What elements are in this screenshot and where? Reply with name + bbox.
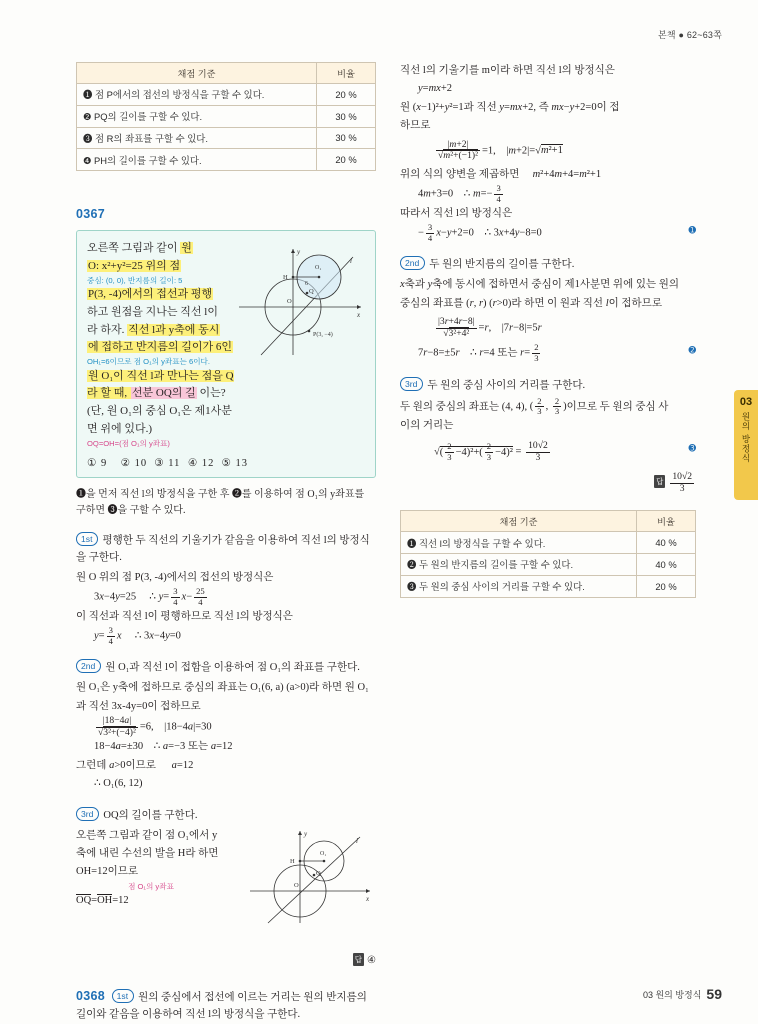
r-line9: − $\frac{3}{4}$ x−y+2=0 ∴ 3x+4y−8=0 ➊	[418, 221, 696, 243]
right-step-3-body	[400, 397, 696, 495]
step-title-2: 원 O₁과 직선 l이 접함을 이용하여 점 O₁의 좌표를 구한다.	[105, 662, 360, 674]
problem-line-4: 하고 원점을 지나는 직선 l이	[87, 305, 218, 318]
right-column	[400, 62, 696, 598]
criteria-index: ❷	[407, 559, 417, 571]
sol2-line3: 18−4a=±30 ∴ a=−3 또는 a=12	[94, 741, 233, 753]
annotation-o1-ycoord: 점 O₁의 y좌표	[128, 881, 174, 891]
svg-text:l: l	[356, 836, 358, 845]
sol1-line4: y= $\frac{3}{4}$ x ∴ 3x−4y=0	[94, 625, 181, 646]
svg-text:y: y	[297, 248, 301, 257]
ratio-cell: 20 %	[317, 84, 376, 106]
right-step-3	[400, 377, 696, 394]
problem-highlight-won: 원	[181, 242, 192, 255]
table-row	[77, 84, 376, 106]
criteria-text: 직선 l의 방정식을 구할 수 있다.	[419, 537, 546, 549]
r-line1: 직선 l의 기울기를 m이라 하면 직선 l의 방정식은	[400, 65, 615, 76]
right-step-2-title: 두 원의 반지름의 길이를 구한다.	[429, 259, 575, 271]
ratio-cell: 40 %	[637, 554, 696, 576]
right-step-3-title: 두 원의 중심 사이의 거리를 구한다.	[427, 379, 586, 391]
choice-4[interactable]: ④ 12	[187, 458, 215, 469]
hint-text: ❶을 먼저 직선 l의 방정식을 구한 후 ❷를 이용하여 점 O₁의 y좌표를 구하면 ❸을 구할 수 있다.	[76, 489, 365, 516]
criteria-cell	[77, 127, 317, 149]
r2-line3: $\frac{|3r+4r-8|}{\text{√3²+4²}}$ =r, |7r−8|=5r	[438, 315, 542, 339]
solution-diagram	[242, 827, 376, 927]
r-line5: $\frac{|m+2|}{\text{√m²+(−1)²}}$ =1, |m+2|=√m²+1	[438, 138, 563, 162]
problem-line-3: P(3, -4)에서의 접선과 평행	[88, 288, 213, 300]
problem-line-6: 에 접하고 반지름의 길이가 6인	[88, 341, 233, 354]
r-line2: y=mx+2	[418, 83, 453, 95]
criteria-index: ❶	[83, 89, 93, 101]
r-line4: 하므로	[400, 120, 431, 132]
ratio-cell: 30 %	[317, 105, 376, 127]
criteria-text: 두 원의 중심 사이의 거리를 구할 수 있다.	[419, 581, 585, 593]
r2-line1: x축과 y축에 동시에 접하면서 중심이 제1사분면 위에 있는 원의	[400, 279, 680, 291]
sol2-line4: 그런데 a>0이므로 a=12	[76, 759, 194, 771]
answer-line-0368: 답 $\frac{10√2}{3}$	[656, 470, 692, 494]
annotation-oq-oh: OQ=OH=(점 O₁의 y좌표)	[87, 438, 170, 448]
r-line6: 위의 식의 양변을 제곱하면 m²+4m+4=m²+1	[400, 168, 602, 180]
answer-value: ④	[367, 955, 376, 967]
step-badge-3rd: 3rd	[76, 807, 99, 821]
criteria-index: ❹	[83, 154, 92, 166]
problem-number-0368: 0368	[76, 988, 106, 1003]
problem-statement-box	[76, 230, 376, 478]
problem-line-1: 오른쪽 그림과 같이	[87, 242, 181, 255]
r3-line2: 이의 거리는	[400, 419, 454, 431]
sol3-line2: OQ=OH=12	[76, 894, 129, 906]
svg-text:O₁: O₁	[320, 850, 327, 857]
r-line7: 4m+3=0 ∴ m=− $\frac{3}{4}$	[418, 183, 501, 204]
r2-line2: 중심의 좌표를 (r, r) (r>0)라 하면 이 원과 직선 l이 접하므로	[400, 297, 662, 309]
table-row	[77, 127, 376, 149]
sol2-line2: $\frac{|18-4a|}{\text{√3²+(−4)²}}$ =6, |18−4a|=30	[98, 715, 212, 738]
r-line8: 따라서 직선 l의 방정식은	[400, 207, 513, 219]
footer-page-number: 59	[706, 986, 722, 1002]
sol3-text	[76, 827, 226, 911]
step-title-1: 평행한 두 직선의 기울기가 같음을 이용하여 직선 l의 방정식을 구한다.	[76, 535, 370, 563]
table-row	[77, 149, 376, 171]
table-row	[401, 554, 696, 576]
problem-diagram	[231, 243, 369, 363]
problem-highlight-oq: 선분 OQ의 길	[131, 387, 196, 400]
r-line3: 원 (x−1)²+y²=1과 직선 y=mx+2, 즉 mx−y+2=0이 접	[400, 101, 620, 113]
criteria-cell	[401, 554, 637, 576]
r2-line4: 7r−8=±5r ∴ r=4 또는 r= $\frac{2}{3}$ ➋	[418, 342, 696, 364]
criteria-index: ❷	[83, 111, 92, 123]
step-badge-2nd: 2nd	[76, 659, 101, 673]
problem-hint	[76, 487, 376, 519]
choice-2[interactable]: ② 10	[120, 458, 148, 469]
marker-1: ➊	[688, 224, 696, 235]
col-header-criteria: 채점 기준	[77, 63, 317, 84]
table-header-row	[77, 63, 376, 84]
criteria-cell	[401, 575, 637, 597]
table-row	[401, 532, 696, 554]
sol1-line2: 3x−4y=25 ∴ y= $\frac{3}{4}$ x− $\frac{25}{4}$	[94, 586, 205, 607]
criteria-cell	[77, 84, 317, 106]
answer-label-icon: 답	[353, 953, 364, 966]
sol3-line1: 오른쪽 그림과 같이 점 O₁에서 y축에 내린 수선의 발을 H라 하면 OH=12이므로	[76, 829, 219, 878]
svg-text:Q: Q	[316, 869, 321, 877]
col-header-ratio: 비율	[317, 63, 376, 84]
criteria-text: PH의 길이를 구할 수 있다.	[94, 154, 202, 166]
right-step-2	[400, 256, 696, 273]
svg-text:6: 6	[305, 281, 308, 288]
footer-chapter: 03 원의 방정식	[642, 990, 702, 1000]
sol2-line5: ∴ O₁(6, 12)	[94, 778, 143, 790]
problem-number-0367: 0367	[76, 207, 106, 222]
annotation-o1-y: OH₁=6이므로 점 O₁의 y좌표는 6이다.	[87, 357, 211, 367]
criteria-text: 점 P에서의 접선의 방정식을 구할 수 있다.	[95, 89, 265, 101]
right-step-2-body	[400, 276, 696, 363]
svg-text:H: H	[283, 274, 288, 282]
problem-line-2: O: x²+y²=25 위의 점	[88, 259, 181, 272]
svg-text:y: y	[304, 829, 308, 838]
solution-step-3-body	[76, 827, 376, 970]
side-tab-label: 원의 방정식	[741, 412, 751, 463]
criteria-cell	[77, 149, 317, 171]
criteria-cell	[401, 532, 637, 554]
ratio-cell: 20 %	[317, 149, 376, 171]
solution-step-2	[76, 659, 376, 676]
problem-highlight-tangent: 직선 l과 y축에 동시	[128, 323, 220, 336]
annotation-circle-center: 중심: (0, 0), 반지름의 길이: 5	[87, 275, 183, 285]
sol1-line1: 원 O 위의 점 P(3, -4)에서의 접선의 방정식은	[76, 572, 274, 583]
problem-line-5: 라 하자.	[87, 323, 128, 336]
criteria-index: ❸	[407, 581, 417, 593]
criteria-text: PQ의 길이를 구할 수 있다.	[94, 111, 203, 123]
svg-text:Q: Q	[309, 288, 314, 296]
criteria-cell	[77, 105, 317, 127]
step-title-3: OQ의 길이를 구한다.	[103, 809, 198, 821]
solution-step-2-body	[76, 679, 376, 793]
table-header-row	[401, 511, 696, 532]
problem-0368-text: 원의 중심에서 접선에 이르는 거리는 원의 반지름의 길이와 같음을 이용하여 직선 l의 방정식을 구한다.	[76, 991, 367, 1021]
solution-step-1	[76, 532, 376, 566]
grading-table-top	[76, 62, 376, 171]
left-column	[76, 62, 376, 1024]
right-intro	[400, 62, 696, 243]
ratio-cell: 20 %	[637, 575, 696, 597]
problem-line-7: 원 O₁이 직선 l과 만나는 점을 Q라 할 때,	[87, 369, 234, 400]
step-badge-3rd-right: 3rd	[400, 377, 423, 391]
criteria-text: 두 원의 반지름의 길이를 구할 수 있다.	[419, 559, 574, 571]
table-row	[401, 575, 696, 597]
criteria-index: ❶	[407, 537, 417, 549]
step-badge-2nd-right: 2nd	[400, 256, 425, 270]
svg-text:l: l	[350, 257, 352, 266]
svg-text:x: x	[366, 894, 370, 903]
svg-text:O: O	[294, 881, 299, 889]
ratio-cell: 30 %	[317, 127, 376, 149]
chapter-side-tab	[734, 390, 758, 500]
r3-line1: 두 원의 중심의 좌표는 (4, 4), ( $\frac{2}{3}$ , $\frac{2}{3}$ )이므로 두 원의 중심 사	[400, 395, 669, 417]
answer-label-icon-right: 답	[654, 475, 665, 488]
choice-1[interactable]: ① 9	[87, 458, 108, 469]
problem-line-8: 이는? (단, 원 O₁의 중심 O₁은 제1사분면 위에 있다.)	[87, 387, 232, 435]
svg-text:H: H	[290, 857, 295, 865]
grading-table-bottom	[400, 510, 696, 597]
svg-text:x: x	[357, 311, 361, 320]
col-header-criteria-bottom: 채점 기준	[401, 511, 637, 532]
choice-5[interactable]: ⑤ 13	[221, 458, 249, 469]
svg-text:P(3, −4): P(3, −4)	[313, 332, 333, 339]
problem-text	[87, 240, 237, 449]
step-badge-1st: 1st	[76, 532, 98, 546]
solution-step-3	[76, 807, 376, 824]
col-header-ratio-bottom: 비율	[637, 511, 696, 532]
criteria-index: ❸	[83, 132, 93, 144]
page-header-reference	[658, 28, 722, 41]
answer-line-0367	[76, 952, 376, 970]
choice-3[interactable]: ③ 11	[154, 458, 181, 469]
problem-0368	[76, 986, 376, 1024]
step-badge-0368-1st: 1st	[112, 989, 134, 1003]
svg-text:O₁: O₁	[315, 265, 322, 272]
sol2-line1: 원 O₁은 y축에 접하므로 중심의 좌표는 O₁(6, a) (a>0)라 하면 원 O₁과 직선 3x-4y=0이 접하므로	[76, 682, 369, 712]
marker-2: ➋	[688, 345, 696, 356]
sol1-line3: 이 직선과 직선 l이 평행하므로 직선 l의 방정식은	[76, 610, 293, 622]
page-footer	[643, 986, 722, 1002]
r3-line3: √( $\frac{2}{3}$ −4)²+( $\frac{2}{3}$ −4)² = $\frac{10√2}{3}$ ➌	[434, 440, 696, 464]
svg-text:O: O	[287, 298, 292, 306]
ratio-cell: 40 %	[637, 532, 696, 554]
criteria-text: 점 R의 좌표를 구할 수 있다.	[95, 132, 208, 144]
table-row	[77, 105, 376, 127]
solution-step-1-body	[76, 569, 376, 646]
answer-choices	[87, 457, 365, 469]
side-tab-number: 03	[739, 396, 753, 408]
header-ref-text: 본책 ● 62~63쪽	[658, 30, 722, 40]
marker-3: ➌	[688, 443, 696, 454]
